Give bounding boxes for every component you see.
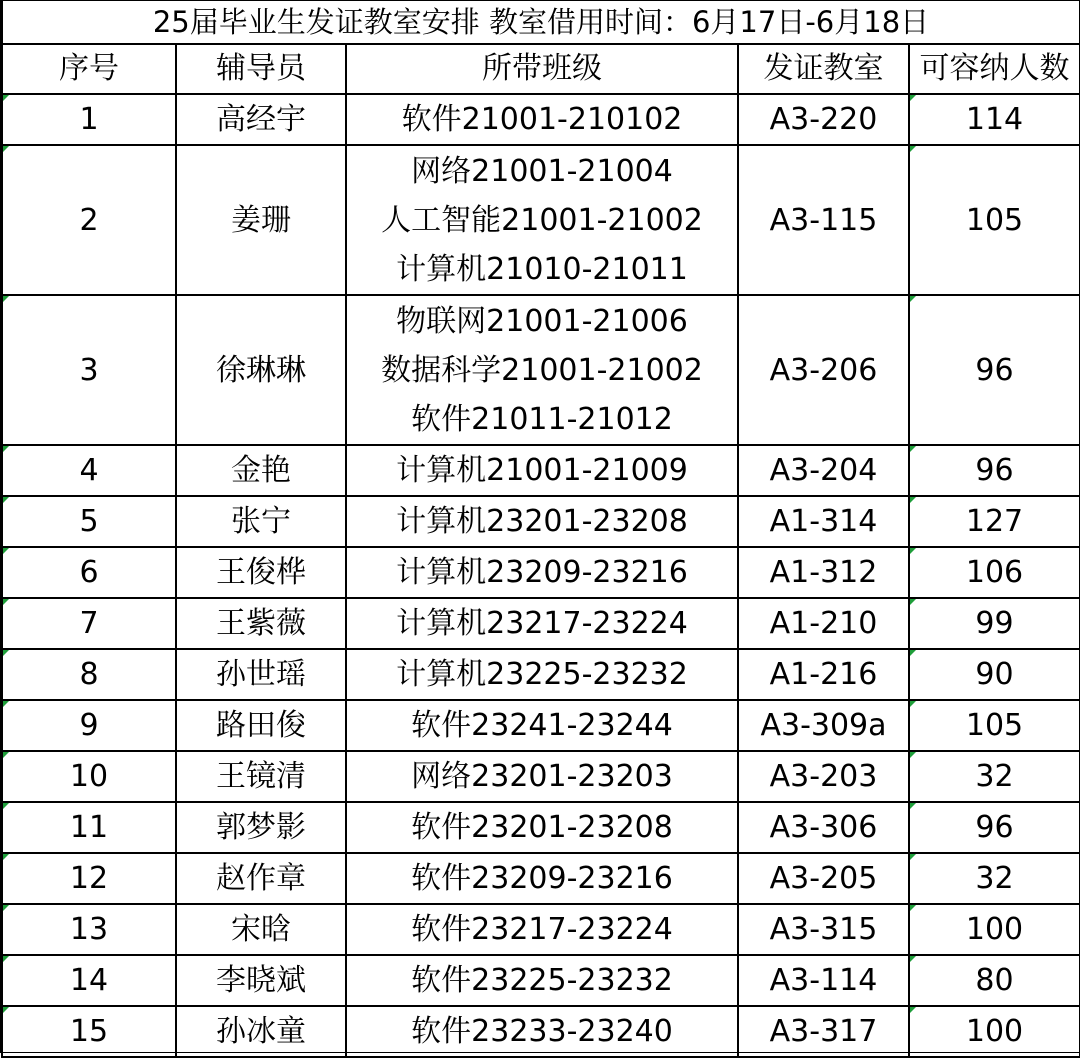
cell-classes[interactable] xyxy=(346,445,738,496)
table-row xyxy=(2,700,1080,751)
cell-counselor[interactable]: 宋晗 xyxy=(176,904,346,955)
cell-counselor[interactable]: 高经宇 xyxy=(176,94,346,145)
cell-capacity[interactable]: 32 xyxy=(909,853,1080,904)
cell-room[interactable]: A3-114 xyxy=(738,955,909,1006)
cell-capacity[interactable]: 96 xyxy=(909,802,1080,853)
cell-room[interactable]: A3-204 xyxy=(738,445,909,496)
cell-room[interactable]: A3-205 xyxy=(738,853,909,904)
table-row xyxy=(2,802,1080,853)
cell-classes[interactable] xyxy=(346,145,738,295)
table-row xyxy=(2,145,1080,295)
table-body xyxy=(2,1,1080,1057)
cell-classes[interactable] xyxy=(346,598,738,649)
header-classes[interactable]: 所带班级 xyxy=(346,44,738,94)
cell-capacity[interactable]: 105 xyxy=(909,145,1080,295)
cell-capacity[interactable]: 127 xyxy=(909,496,1080,547)
cell-capacity[interactable]: 96 xyxy=(909,445,1080,496)
cell-room[interactable]: A1-314 xyxy=(738,496,909,547)
class-range: 人工智能21001-21002 xyxy=(381,202,703,238)
class-range: 软件23201-23208 xyxy=(411,810,673,845)
cell-counselor[interactable]: 徐琳琳 xyxy=(176,295,346,445)
table-title[interactable]: 25届毕业生发证教室安排 教室借用时间：6月17日-6月18日 xyxy=(2,1,1080,44)
cell-room[interactable]: A3-115 xyxy=(738,145,909,295)
class-range: 软件21011-21012 xyxy=(411,401,673,437)
cell-classes[interactable] xyxy=(346,853,738,904)
table-row xyxy=(2,751,1080,802)
header-counselor[interactable]: 辅导员 xyxy=(176,44,346,94)
class-range: 计算机23209-23216 xyxy=(396,555,688,590)
cell-number[interactable]: 12 xyxy=(2,853,176,904)
cell-capacity[interactable]: 80 xyxy=(909,955,1080,1006)
header-row xyxy=(2,44,1080,94)
table-row xyxy=(2,598,1080,649)
class-range: 软件21001-210102 xyxy=(401,102,683,137)
cell-number[interactable]: 15 xyxy=(2,1006,176,1057)
cell-number[interactable]: 14 xyxy=(2,955,176,1006)
cell-number[interactable]: 13 xyxy=(2,904,176,955)
cell-capacity[interactable]: 105 xyxy=(909,700,1080,751)
cell-room[interactable]: A3-309a xyxy=(738,700,909,751)
cell-counselor[interactable]: 金艳 xyxy=(176,445,346,496)
cell-classes[interactable] xyxy=(346,751,738,802)
cell-room[interactable]: A3-203 xyxy=(738,751,909,802)
class-range: 软件23225-23232 xyxy=(411,963,673,998)
cell-capacity[interactable]: 106 xyxy=(909,547,1080,598)
cell-counselor[interactable]: 王紫薇 xyxy=(176,598,346,649)
class-range: 数据科学21001-21002 xyxy=(381,352,703,388)
cell-room[interactable]: A1-216 xyxy=(738,649,909,700)
cell-counselor[interactable]: 李晓斌 xyxy=(176,955,346,1006)
cell-classes[interactable] xyxy=(346,295,738,445)
cell-room[interactable]: A3-315 xyxy=(738,904,909,955)
cell-number[interactable]: 5 xyxy=(2,496,176,547)
class-range: 软件23217-23224 xyxy=(411,912,673,947)
class-range: 计算机21010-21011 xyxy=(396,251,688,287)
class-range: 物联网21001-21006 xyxy=(396,303,688,339)
cell-classes[interactable] xyxy=(346,649,738,700)
cell-room[interactable]: A3-220 xyxy=(738,94,909,145)
cell-counselor[interactable]: 姜珊 xyxy=(176,145,346,295)
table-row xyxy=(2,295,1080,445)
table-row xyxy=(2,649,1080,700)
header-capacity[interactable]: 可容纳人数 xyxy=(909,44,1080,94)
table-row xyxy=(2,94,1080,145)
class-range: 计算机23201-23208 xyxy=(396,504,688,539)
class-range: 软件23241-23244 xyxy=(411,708,673,743)
cell-room[interactable]: A1-312 xyxy=(738,547,909,598)
class-range: 网络21001-21004 xyxy=(411,153,673,189)
class-range: 网络23201-23203 xyxy=(411,759,673,794)
cell-counselor[interactable]: 张宁 xyxy=(176,496,346,547)
cell-classes[interactable] xyxy=(346,802,738,853)
class-range: 计算机23217-23224 xyxy=(396,606,688,641)
cell-counselor[interactable]: 郭梦影 xyxy=(176,802,346,853)
cell-counselor[interactable]: 孙世瑶 xyxy=(176,649,346,700)
cell-capacity[interactable]: 90 xyxy=(909,649,1080,700)
cell-capacity[interactable]: 114 xyxy=(909,94,1080,145)
cell-classes[interactable] xyxy=(346,496,738,547)
cell-capacity[interactable]: 100 xyxy=(909,904,1080,955)
header-number[interactable]: 序号 xyxy=(2,44,176,94)
table-row xyxy=(2,1006,1080,1057)
table-row xyxy=(2,547,1080,598)
cell-counselor[interactable]: 孙冰童 xyxy=(176,1006,346,1057)
cell-number[interactable]: 1 xyxy=(2,94,176,145)
header-room[interactable]: 发证教室 xyxy=(738,44,909,94)
cell-number[interactable]: 6 xyxy=(2,547,176,598)
cell-number[interactable]: 2 xyxy=(2,145,176,295)
class-range: 软件23209-23216 xyxy=(411,861,673,896)
cell-capacity[interactable]: 96 xyxy=(909,295,1080,445)
cell-number[interactable]: 8 xyxy=(2,649,176,700)
table-row xyxy=(2,955,1080,1006)
cell-classes[interactable] xyxy=(346,94,738,145)
cell-number[interactable]: 10 xyxy=(2,751,176,802)
title-row xyxy=(2,1,1080,44)
class-range: 计算机23225-23232 xyxy=(396,657,688,692)
cell-room[interactable]: A3-306 xyxy=(738,802,909,853)
class-range: 计算机21001-21009 xyxy=(396,453,688,488)
schedule-table xyxy=(1,1,1080,1058)
cell-counselor[interactable]: 王镜清 xyxy=(176,751,346,802)
cell-number[interactable]: 3 xyxy=(2,295,176,445)
cell-number[interactable]: 9 xyxy=(2,700,176,751)
cell-counselor[interactable]: 路田俊 xyxy=(176,700,346,751)
cell-classes[interactable] xyxy=(346,547,738,598)
table-row xyxy=(2,904,1080,955)
cell-room[interactable]: A3-317 xyxy=(738,1006,909,1057)
cell-room[interactable]: A1-210 xyxy=(738,598,909,649)
table-row xyxy=(2,853,1080,904)
table-row xyxy=(2,496,1080,547)
class-range: 软件23233-23240 xyxy=(411,1014,673,1049)
cell-room[interactable]: A3-206 xyxy=(738,295,909,445)
cell-counselor[interactable]: 王俊桦 xyxy=(176,547,346,598)
cell-capacity[interactable]: 100 xyxy=(909,1006,1080,1057)
cell-number[interactable]: 4 xyxy=(2,445,176,496)
cell-capacity[interactable]: 32 xyxy=(909,751,1080,802)
cell-classes[interactable] xyxy=(346,955,738,1006)
cell-number[interactable]: 11 xyxy=(2,802,176,853)
cell-capacity[interactable]: 99 xyxy=(909,598,1080,649)
cell-counselor[interactable]: 赵作章 xyxy=(176,853,346,904)
table-row xyxy=(2,445,1080,496)
cell-number[interactable]: 7 xyxy=(2,598,176,649)
cell-classes[interactable] xyxy=(346,1006,738,1057)
cell-classes[interactable] xyxy=(346,700,738,751)
cell-classes[interactable] xyxy=(346,904,738,955)
